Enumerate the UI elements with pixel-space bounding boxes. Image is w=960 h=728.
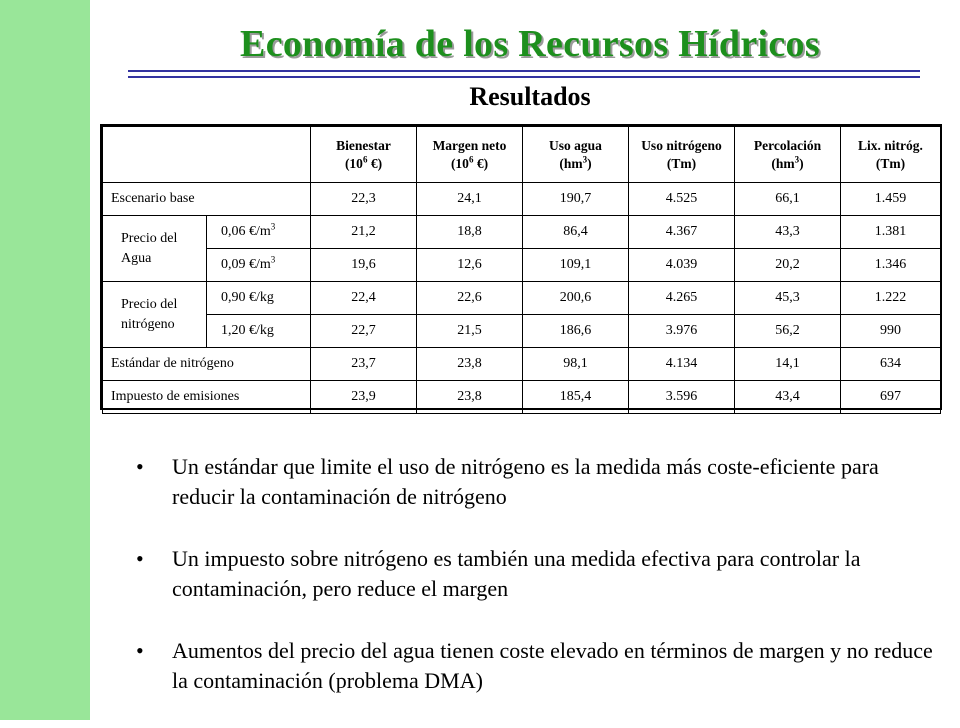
section-subtitle: Resultados xyxy=(469,82,591,111)
table-cell: 22,4 xyxy=(311,282,417,315)
table-cell: 23,7 xyxy=(311,348,417,381)
column-header-unit-exponent: 3 xyxy=(582,154,588,164)
column-header-title: Percolación xyxy=(753,137,822,153)
table-cell: 3.976 xyxy=(629,315,735,348)
column-header-unit-exponent: 3 xyxy=(794,154,800,164)
slide-title: Economía de los Recursos Hídricos xyxy=(240,23,820,65)
table-cell: 1.381 xyxy=(841,216,941,249)
row-sub-label xyxy=(207,282,311,315)
side-accent-bar xyxy=(0,0,90,720)
row-sub-label-exponent: 3 xyxy=(270,254,276,265)
table-cell: 200,6 xyxy=(523,282,629,315)
table-cell: 3.596 xyxy=(629,381,735,414)
table-row xyxy=(103,348,941,381)
table-cell: 4.265 xyxy=(629,282,735,315)
column-header xyxy=(523,127,629,183)
table-row xyxy=(103,381,941,414)
table-cell: 45,3 xyxy=(735,282,841,315)
bullet-dot-icon: • xyxy=(136,454,144,479)
conclusion-item xyxy=(136,636,936,696)
row-sub-label xyxy=(207,315,311,348)
table-cell: 20,2 xyxy=(735,249,841,282)
row-sub-label-text: 0,90 €/kg xyxy=(221,290,274,305)
column-header-unit: (hm xyxy=(771,155,795,171)
title-underline-top xyxy=(128,70,920,72)
column-header xyxy=(311,127,417,183)
column-header xyxy=(417,127,523,183)
table-cell: 22,3 xyxy=(311,183,417,216)
table-cell: 190,7 xyxy=(523,183,629,216)
conclusion-item xyxy=(136,452,936,512)
table-cell: 4.134 xyxy=(629,348,735,381)
conclusion-text: Un estándar que limite el uso de nitrógeno es la medida más coste-eficiente para reducir la contaminación de nitrógeno xyxy=(172,454,879,509)
table-row xyxy=(103,315,941,348)
column-header-unit-exponent: 6 xyxy=(362,154,368,164)
conclusion-item xyxy=(136,544,936,604)
table-cell: 14,1 xyxy=(735,348,841,381)
row-sub-label-text: 1,20 €/kg xyxy=(221,323,274,338)
table-cell: 634 xyxy=(841,348,941,381)
table-cell: 4.525 xyxy=(629,183,735,216)
table-row xyxy=(103,282,941,315)
table-cell: 1.346 xyxy=(841,249,941,282)
column-header xyxy=(841,127,941,183)
header-corner-cell xyxy=(103,127,311,183)
column-header-unit-suffix: ) xyxy=(799,155,804,171)
column-header-title: Uso nitrógeno xyxy=(641,137,722,153)
table-cell: 19,6 xyxy=(311,249,417,282)
column-header-unit-suffix: ) xyxy=(587,155,592,171)
column-header-title: Bienestar xyxy=(336,137,391,153)
column-header-unit: (10 xyxy=(344,155,363,171)
table-cell: 23,9 xyxy=(311,381,417,414)
table-cell: 4.367 xyxy=(629,216,735,249)
table-cell: 21,2 xyxy=(311,216,417,249)
table-cell: 66,1 xyxy=(735,183,841,216)
title-underline-bottom xyxy=(128,76,920,78)
table-cell: 43,3 xyxy=(735,216,841,249)
row-sub-label-text: 0,09 €/m xyxy=(221,257,271,272)
table-cell: 86,4 xyxy=(523,216,629,249)
table-cell: 4.039 xyxy=(629,249,735,282)
column-header-unit: (10 xyxy=(450,155,469,171)
column-header-unit-exponent: 6 xyxy=(468,154,474,164)
results-table xyxy=(102,126,941,414)
table-cell: 12,6 xyxy=(417,249,523,282)
table-cell: 1.459 xyxy=(841,183,941,216)
table-cell: 23,8 xyxy=(417,348,523,381)
table-cell: 43,4 xyxy=(735,381,841,414)
column-header-unit: (hm xyxy=(559,155,583,171)
table-row xyxy=(103,216,941,249)
results-table-frame xyxy=(100,124,942,410)
conclusions-list xyxy=(136,452,936,728)
table-cell: 56,2 xyxy=(735,315,841,348)
table-row xyxy=(103,249,941,282)
table-cell: 109,1 xyxy=(523,249,629,282)
table-cell: 18,8 xyxy=(417,216,523,249)
column-header-unit-suffix: €) xyxy=(473,155,489,171)
column-header xyxy=(735,127,841,183)
table-cell: 23,8 xyxy=(417,381,523,414)
row-sub-label xyxy=(207,216,311,249)
column-header-unit-suffix: €) xyxy=(367,155,383,171)
row-group-label: Precio del nitrógeno xyxy=(103,282,207,348)
table-cell: 24,1 xyxy=(417,183,523,216)
row-label: Impuesto de emisiones xyxy=(103,381,311,414)
table-cell: 22,6 xyxy=(417,282,523,315)
table-cell: 186,6 xyxy=(523,315,629,348)
table-cell: 990 xyxy=(841,315,941,348)
column-header-unit: (Tm) xyxy=(666,155,697,171)
column-header xyxy=(629,127,735,183)
table-row xyxy=(103,183,941,216)
row-group-label: Precio del Agua xyxy=(103,216,207,282)
table-cell: 22,7 xyxy=(311,315,417,348)
column-header-unit: (Tm) xyxy=(875,155,906,171)
row-sub-label-text: 0,06 €/m xyxy=(221,224,271,239)
column-header-title: Lix. nitróg. xyxy=(858,137,923,153)
conclusion-text: Un impuesto sobre nitrógeno es también una medida efectiva para controlar la contaminación, pero reduce el margen xyxy=(172,546,861,601)
row-sub-label-exponent: 3 xyxy=(270,221,276,232)
row-label: Estándar de nitrógeno xyxy=(103,348,311,381)
table-cell: 21,5 xyxy=(417,315,523,348)
column-header-title: Uso agua xyxy=(549,137,602,153)
table-cell: 98,1 xyxy=(523,348,629,381)
bullet-dot-icon: • xyxy=(136,638,144,663)
table-header-row xyxy=(103,127,941,183)
column-header-title: Margen neto xyxy=(432,137,507,153)
table-cell: 185,4 xyxy=(523,381,629,414)
conclusion-text: Aumentos del precio del agua tienen coste elevado en términos de margen y no reduce la contaminación (problema DMA) xyxy=(172,638,933,693)
table-cell: 697 xyxy=(841,381,941,414)
row-sub-label xyxy=(207,249,311,282)
bullet-dot-icon: • xyxy=(136,546,144,571)
row-label: Escenario base xyxy=(103,183,311,216)
table-cell: 1.222 xyxy=(841,282,941,315)
